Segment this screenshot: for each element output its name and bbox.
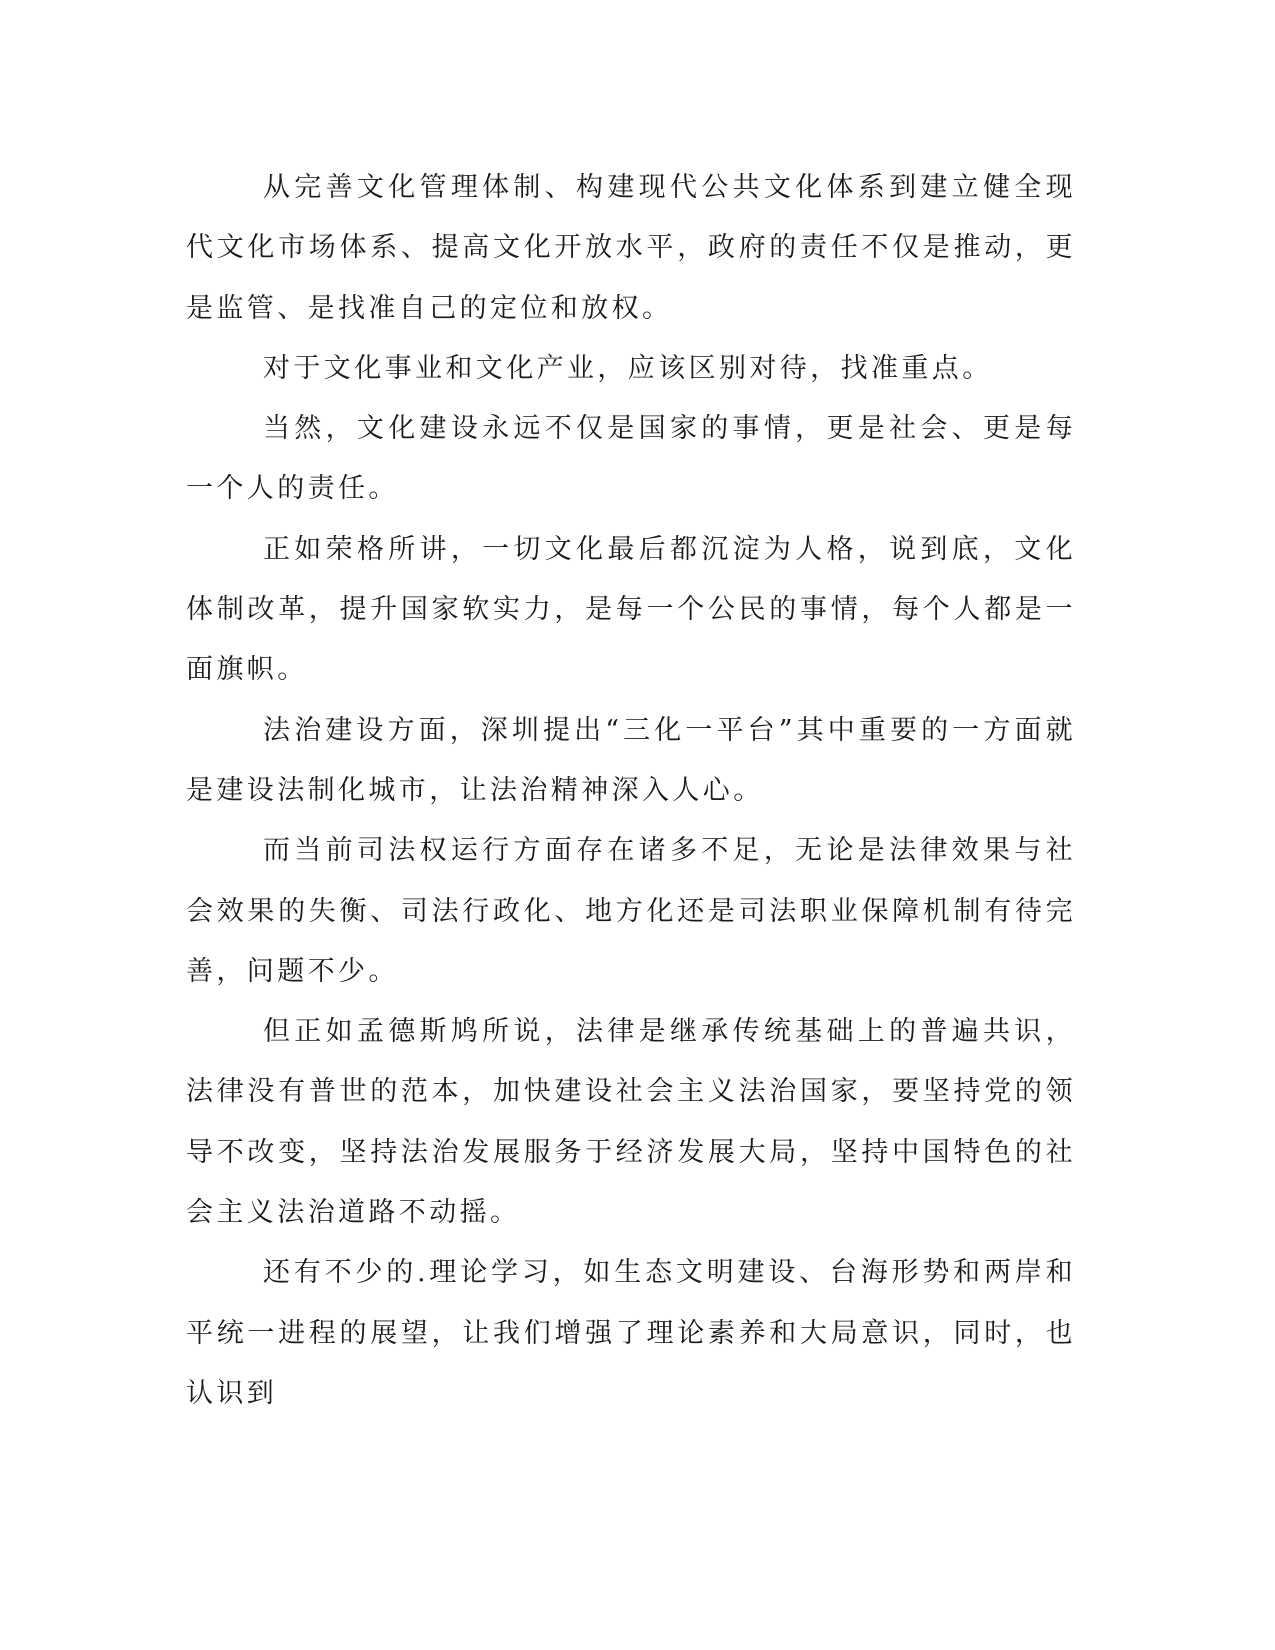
document-body (186, 158, 1076, 1424)
paragraph: 还有不少的.理论学习，如生态文明建设、台海形势和两岸和平统一进程的展望，让我们增强了理论素养和大局意识，同时，也认识到 (186, 1257, 1076, 1409)
paragraph: 但正如孟德斯鸠所说，法律是继承传统基础上的普遍共识，法律没有普世的范本，加快建设社会主义法治国家，要坚持党的领导不改变，坚持法治发展服务于经济发展大局，坚持中国特色的社会主义法治道路不动摇。 (186, 1016, 1076, 1229)
paragraph: 当然，文化建设永远不仅是国家的事情，更是社会、更是每一个人的责任。 (186, 413, 1076, 505)
paragraph: 法治建设方面，深圳提出“三化一平台”其中重要的一方面就是建设法制化城市，让法治精神深入人心。 (186, 714, 1076, 806)
paragraph: 从完善文化管理体制、构建现代公共文化体系到建立健全现代文化市场体系、提高文化开放水平，政府的责任不仅是推动，更是监管、是找准自己的定位和放权。 (186, 172, 1076, 324)
paragraph: 正如荣格所讲，一切文化最后都沉淀为人格，说到底，文化体制改革，提升国家软实力，是每一个公民的事情，每个人都是一面旗帜。 (186, 533, 1076, 686)
paragraph: 而当前司法权运行方面存在诸多不足，无论是法律效果与社会效果的失衡、司法行政化、地方化还是司法职业保障机制有待完善，问题不少。 (186, 835, 1076, 987)
paragraph: 对于文化事业和文化产业，应该区别对待，找准重点。 (263, 352, 993, 384)
